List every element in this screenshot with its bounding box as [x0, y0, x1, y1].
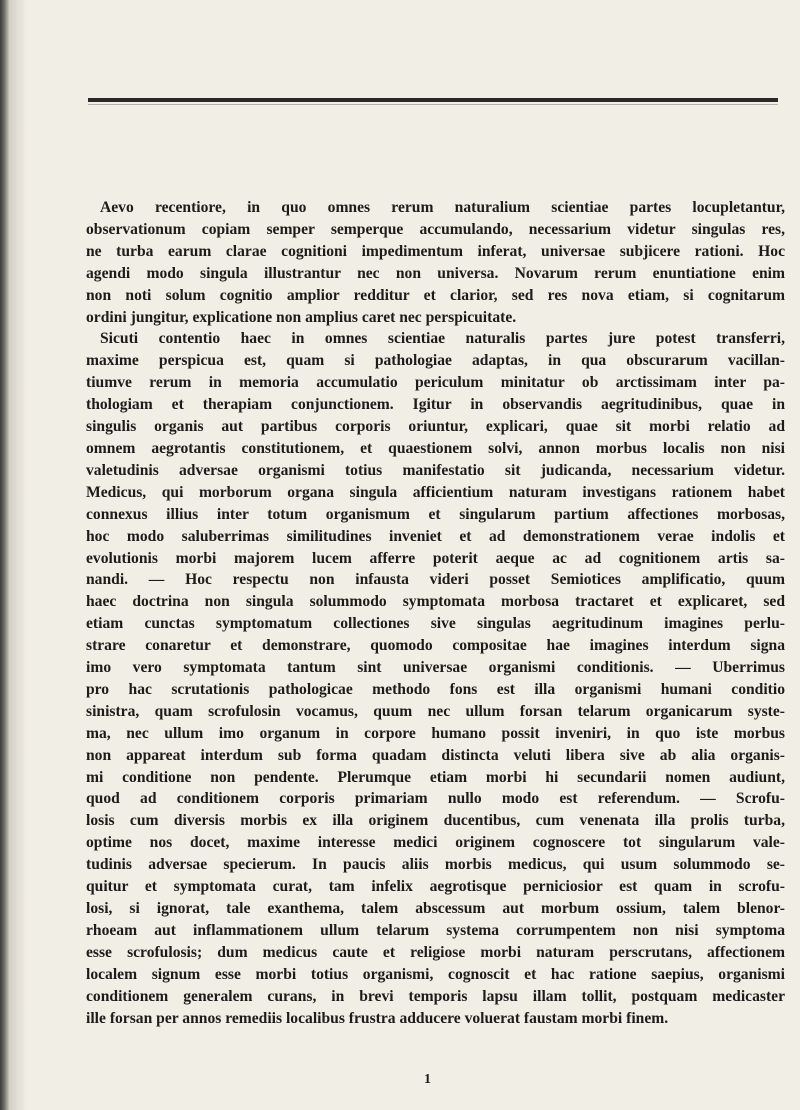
text-line: tudinis adversae specierum. In paucis aliis morbis medicus, qui usum solummodo se-: [86, 856, 785, 874]
text-line: mi conditione non pendente. Plerumque etiam morbi hi secundarii nomen audiunt,: [86, 768, 785, 786]
text-line: evolutionis morbi majorem lucem afferre poterit aeque ac ad cognitionem artis sa-: [86, 549, 785, 567]
text-line: etiam cunctas symptomatum collectiones sive singulas aegritudinum imagines perlu-: [86, 615, 785, 633]
text-line: Sicuti contentio haec in omnes scientiae naturalis partes jure potest transferri,: [100, 330, 785, 348]
text-line: rhoeam aut inflammationem ullum telarum systema corrumpentem non nisi symptoma: [86, 921, 785, 939]
text-line: tiumve rerum in memoria accumulatio periculum minitatur ob arctissimam inter pa-: [86, 374, 785, 392]
text-line: pro hac scrutationis pathologicae methodo fons est illa organismi humani conditio: [86, 680, 785, 698]
text-line: thologiam et therapiam conjunctionem. Igitur in observandis aegritudinibus, quae in: [86, 396, 785, 414]
text-line: conditionem generalem curans, in brevi temporis lapsu illam tollit, postquam medicaster: [86, 987, 785, 1005]
text-line: observationum copiam semper semperque accumulando, necessarium videtur singulas res,: [86, 220, 785, 238]
text-line: ma, nec ullum imo organum in corpore humano possit inveniri, in quo iste morbus: [86, 724, 785, 742]
text-line: ordini jungitur, explicatione non amplius caret nec perspicuitate.: [86, 308, 517, 326]
text-line: losis cum diversis morbis ex illa originem ducentibus, cum venenata illa prolis turba,: [86, 812, 785, 830]
text-line: sinistra, quam scrofulosin vocamus, quum nec ullum forsan telarum organicarum syste-: [86, 702, 785, 720]
text-line: quod ad conditionem corporis primariam nullo modo est referendum. — Scrofu-: [86, 790, 785, 808]
header-rule-shadow: [88, 104, 778, 105]
text-line: ille forsan per annos remediis localibus frustra adducere voluerat faustam morbi finem.: [86, 1009, 669, 1027]
text-line: esse scrofulosis; dum medicus caute et religiose morbi naturam perscrutans, affectionem: [86, 943, 785, 961]
text-line: omnem aegrotantis constitutionem, et quaestionem solvi, annon morbus localis non nisi: [86, 439, 785, 457]
page-number: 1: [424, 1072, 431, 1087]
text-line: strare conaretur et demonstrare, quomodo compositae hae imagines interdum signa: [86, 637, 785, 655]
body-text: [86, 197, 785, 1029]
text-line: non noti solum cognitio amplior redditur et clarior, sed res nova etiam, si cognitarum: [86, 286, 785, 304]
text-line: quitur et symptomata curat, tam infelix aegrotisque perniciosior est quam in scrofu-: [86, 878, 785, 896]
page-binding-edge: [0, 0, 9, 1110]
text-line: localem signum esse morbi totius organismi, cognoscit et hac ratione saepius, organismi: [86, 965, 785, 983]
text-line: Medicus, qui morborum organa singula afficientium naturam investigans rationem habet: [86, 483, 785, 501]
text-line: hoc modo saluberrimas similitudines inveniet et ad demonstrationem verae indolis et: [86, 527, 785, 545]
text-line: ne turba earum clarae cognitioni impedimentum inferat, universae subjicere rationi. Hoc: [86, 242, 785, 260]
text-line: singulis organis aut partibus corporis oriuntur, explicari, quae sit morbi relatio ad: [86, 418, 785, 436]
text-line: nandi. — Hoc respectu non infausta videri posset Semiotices amplificatio, quum: [86, 571, 785, 589]
text-line: non appareat interdum sub forma quadam distincta veluti libera sive ab alia organis-: [86, 746, 785, 764]
text-line: agendi modo singula illustrantur nec non universa. Novarum rerum enuntiatione enim: [86, 264, 785, 282]
text-line: haec doctrina non singula solummodo symptomata morbosa tractaret et explicaret, sed: [86, 593, 785, 611]
text-line: valetudinis adversae organismi totius manifestatio sit judicanda, necessarium videtur.: [86, 461, 785, 479]
text-line: losi, si ignorat, tale exanthema, talem abscessum aut morbum ossium, talem blenor-: [86, 900, 785, 917]
text-line: optime nos docet, maxime interesse medici originem cognoscere tot singularum vale-: [86, 834, 785, 852]
page-gutter-shadow: [9, 0, 27, 1110]
text-line: maxime perspicua est, quam si pathologiae adaptas, in qua obscurarum vacillan-: [86, 352, 785, 370]
text-line: imo vero symptomata tantum sint universae organismi conditionis. — Uberrimus: [86, 659, 785, 677]
header-rule: [88, 98, 778, 102]
text-line: connexus illius inter totum organismum et singularum partium affectiones morbosas,: [86, 505, 785, 523]
text-line: Aevo recentiore, in quo omnes rerum naturalium scientiae partes locupletantur,: [100, 199, 785, 216]
